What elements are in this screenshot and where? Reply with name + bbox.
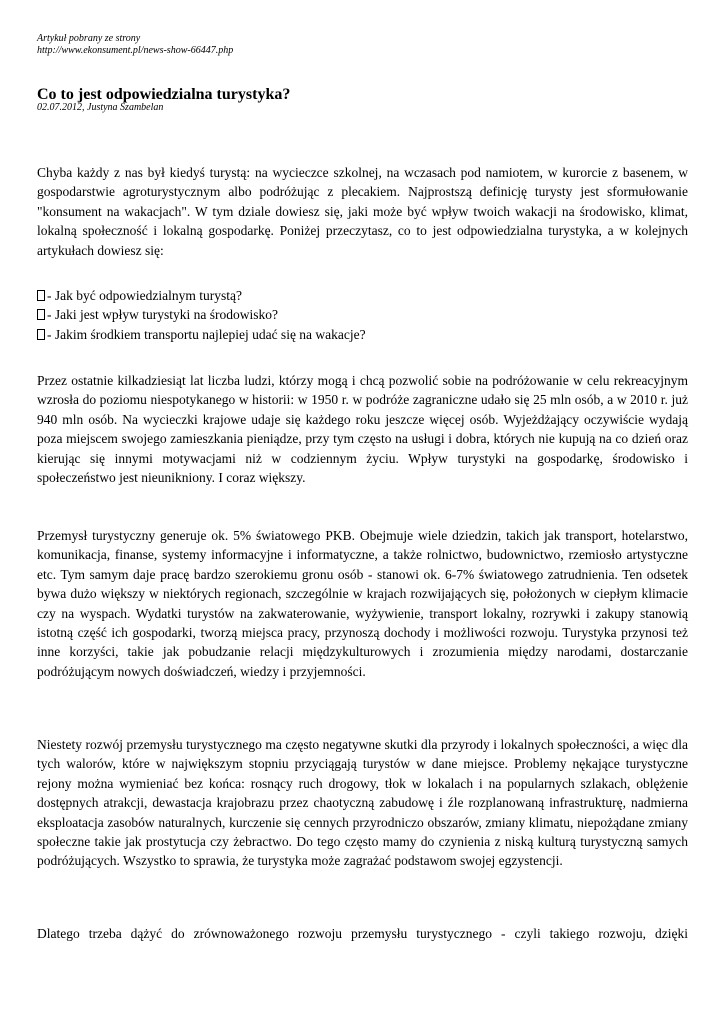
source-label: Artykuł pobrany ze strony: [37, 33, 141, 44]
source-note: [37, 33, 233, 57]
paragraph-sustainable: Dlatego trzeba dążyć do zrównoważonego rozwoju przemysłu turystycznego - czyli takiego rozwoju, dzięki: [37, 926, 688, 941]
list-item: [37, 305, 366, 324]
bullet-box-icon: [37, 329, 45, 340]
list-item-text: - Jak być odpowiedzialnym turystą?: [47, 288, 242, 303]
article-byline: 02.07.2012, Justyna Szambelan: [37, 102, 164, 113]
bullet-box-icon: [37, 309, 45, 320]
list-item-text: - Jakim środkiem transportu najlepiej udać się na wakacje?: [47, 326, 366, 342]
paragraph-industry: Przemysł turystyczny generuje ok. 5% światowego PKB. Obejmuje wiele dziedzin, takich jak transport, hotelarstwo, komunikacja, finanse, systemy informacyjne i informatyczne, a także rolnictwo, budownictwo, rzemiosło artystyczne etc. Tym samym daje pracę bardzo szerokiemu gronu osób - stanowi ok. 6-7% światowego zatrudnienia. Ten odsetek bywa dużo większy w niektórych regionach, szczególnie w krajach rozwijających się, położonych w ciepłym klimacie czy na wyspach. Wydatki turystów na zakwaterowanie, wyżywienie, transport lokalny, rozrywki i zakupy stanowią istotną część ich gospodarki, tworzą miejsca pracy, przynoszą dochody i możliwości rozwoju. Turystyka przynosi też inne korzyści, takie jak pobudzanie relacji międzykulturowych i zrozumienia między narodami, dostarczanie podróżującym nowych doświadczeń, wiedzy i przyjemności.: [37, 528, 688, 679]
topics-list: [37, 286, 366, 344]
article-title: Co to jest odpowiedzialna turystyka?: [37, 86, 291, 103]
source-url: http://www.ekonsument.pl/news-show-66447.php: [37, 45, 234, 56]
paragraph-problems: Niestety rozwój przemysłu turystycznego ma często negatywne skutki dla przyrody i lokalnych społeczności, a więc dla tych walorów, które w największym stopniu przyciągają turystów w dane miejsce. Problemy nękające turystyczne rejony można wymieniać bez końca: rosnący ruch drogowy, tłok w lokalach i na popularnych szlakach, oblężenie dostępnych atrakcji, dewastacja krajobrazu przez chaotyczną zabudowę i źle rozplanowaną infrastrukturę, nadmierna eksploatacja zasobów naturalnych, kurczenie się cennych przyrodniczo obszarów, zmiany klimatu, niepożądane zmiany społeczne takie jak prostytucja czy żebractwo. Do tego często mamy do czynienia z niską kulturą turystyczną samych podróżujących. Wszystko to sprawia, że turystyka może zagrażać podstawom swojej egzystencji.: [37, 737, 688, 869]
bullet-box-icon: [37, 290, 45, 301]
list-item: [37, 325, 366, 344]
paragraph-growth: Przez ostatnie kilkadziesiąt lat liczba ludzi, którzy mogą i chcą pozwolić sobie na podróżowanie w celu rekreacyjnym wzrosła do poziomu niespotykanego w historii: w 1950 r. w podróże zagraniczne udało się 25 mln osób, a w 2010 r. już 940 mln osób. Na wycieczki krajowe udaje się każdego roku jeszcze więcej osób. Wyjeżdżający oczywiście wydają poza miejscem swojego zamieszkania pieniądze, przy tym często na usługi i dobra, których nie kupują na co dzień oraz kierując się innymi motywacjami niż w codziennym życiu. Wpływ turystyki na gospodarkę, środowisko i społeczeństwo jest nieunikniony. I coraz większy.: [37, 373, 688, 486]
paragraph-intro: Chyba każdy z nas był kiedyś turystą: na wycieczce szkolnej, na wczasach pod namiotem, w kurorcie z basenem, w gospodarstwie agroturystycznym albo podróżując z plecakiem. Najprostszą definicję turysty jest sformułowanie "konsument na wakacjach". W tym dziale dowiesz się, jaki może być wpływ twoich wakacji na środowisko, klimat, lokalną społeczność i lokalną gospodarkę. Poniżej przeczytasz, co to jest odpowiedzialna turystyka, a w kolejnych artykułach dowiesz się:: [37, 165, 688, 258]
list-item: [37, 286, 366, 305]
list-item-text: - Jaki jest wpływ turystyki na środowisko?: [47, 307, 278, 323]
